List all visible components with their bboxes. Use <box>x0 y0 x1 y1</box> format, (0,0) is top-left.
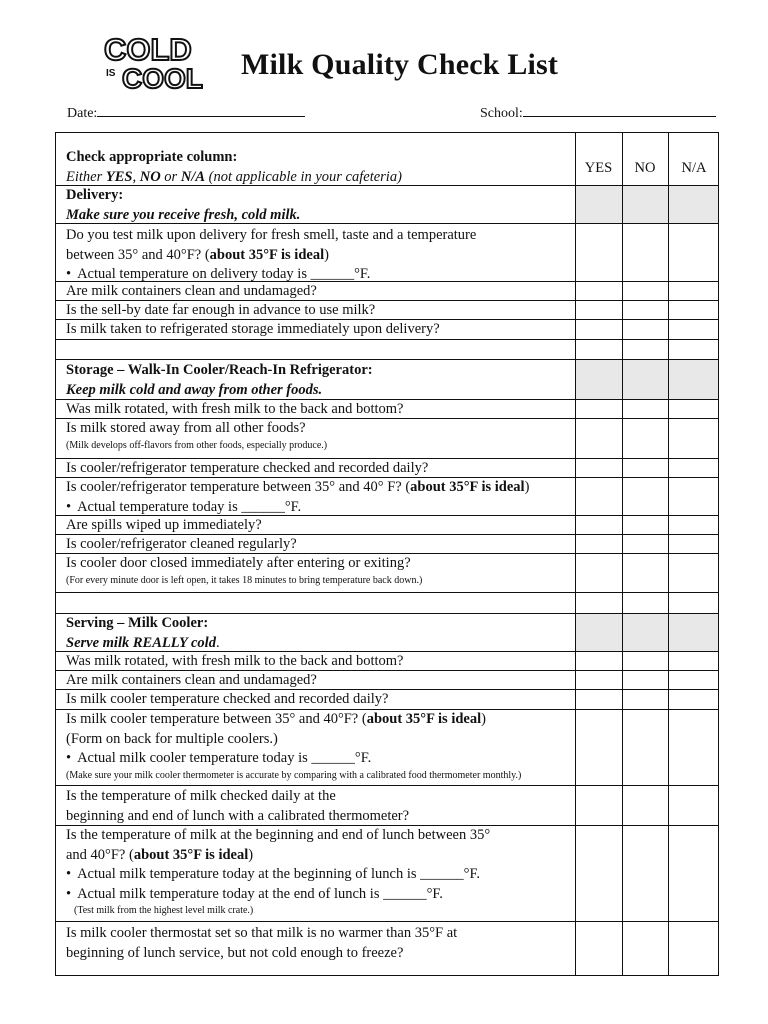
spacer-row <box>56 339 718 360</box>
question-text: Is cooler/refrigerator temperature checked and recorded daily? <box>66 460 429 476</box>
question-text-2: and 40°F? (about 35°F is ideal) <box>66 846 254 863</box>
logo-text-cool: COOL <box>122 63 203 92</box>
question-text: Is the sell-by date far enough in advance to use milk? <box>66 302 376 318</box>
logo-text-cold: COLD <box>104 32 192 67</box>
section-delivery <box>56 185 718 224</box>
question-note: (Milk develops off-flavors from other foods, especially produce.) <box>66 439 328 451</box>
instructions-heading: Check appropriate column: <box>66 149 238 165</box>
question-text: Is cooler/refrigerator cleaned regularly? <box>66 536 297 552</box>
table-row[interactable] <box>56 477 718 516</box>
date-field[interactable] <box>67 103 305 122</box>
spacer-row <box>56 592 718 614</box>
storage-heading: Storage – Walk-In Cooler/Reach-In Refrigerator: <box>66 362 373 378</box>
table-row[interactable] <box>56 534 718 554</box>
serving-subheading: Serve milk REALLY cold. <box>66 634 220 651</box>
school-label: School: <box>480 106 523 121</box>
question-note: (For every minute door is left open, it takes 18 minutes to bring temperature back down.) <box>66 574 423 586</box>
instructions-text: Either YES, NO or N/A (not applicable in your cafeteria) <box>66 168 402 185</box>
date-line[interactable] <box>97 103 305 117</box>
question-text: Are milk containers clean and undamaged? <box>66 283 317 299</box>
instructions-row <box>56 133 718 185</box>
table-row[interactable] <box>56 399 718 419</box>
question-note: (Test milk from the highest level milk crate.) <box>74 905 254 916</box>
question-text: Was milk rotated, with fresh milk to the back and bottom? <box>66 401 404 417</box>
table-row[interactable] <box>56 825 718 922</box>
question-text: Is the temperature of milk at the beginning and end of lunch between 35° <box>66 827 491 843</box>
temperature-prompt: • Actual milk cooler temperature today is ______°F. <box>66 749 588 769</box>
logo-text-is: IS <box>106 68 116 79</box>
table-row[interactable] <box>56 670 718 690</box>
question-text-2: beginning and end of lunch with a calibrated thermometer? <box>66 807 410 824</box>
question-text: Are milk containers clean and undamaged? <box>66 672 317 688</box>
column-header-na: N/A <box>681 160 707 176</box>
cold-is-cool-logo <box>100 30 212 92</box>
column-header-yes: YES <box>584 160 613 176</box>
table-row[interactable] <box>56 785 718 826</box>
table-row[interactable] <box>56 281 718 301</box>
table-row[interactable] <box>56 319 718 340</box>
question-text: Is cooler door closed immediately after entering or exiting? <box>66 555 411 571</box>
question-text: Is cooler/refrigerator temperature between 35° and 40° F? (about 35°F is ideal) <box>66 479 530 495</box>
temperature-prompt: • Actual temperature today is ______°F. <box>66 498 568 518</box>
question-text: Is milk cooler thermostat set so that milk is no warmer than 35°F at <box>66 925 458 941</box>
question-text-2: (Form on back for multiple coolers.) <box>66 730 278 747</box>
question-text-2: beginning of lunch service, but not cold enough to freeze? <box>66 944 404 961</box>
column-header-no: NO <box>634 160 656 176</box>
table-row[interactable] <box>56 709 718 786</box>
question-text: Is milk taken to refrigerated storage immediately upon delivery? <box>66 321 440 337</box>
page-title: Milk Quality Check List <box>241 48 559 81</box>
school-field[interactable] <box>480 103 716 122</box>
question-text: Is milk stored away from all other foods? <box>66 420 306 436</box>
table-row[interactable] <box>56 689 718 710</box>
question-text: Is the temperature of milk checked daily at the <box>66 788 336 804</box>
temperature-prompt: • Actual milk temperature today at the beginning of lunch is ______°F. <box>66 865 568 885</box>
checklist-table <box>55 132 719 976</box>
table-row[interactable] <box>56 921 718 978</box>
date-label: Date: <box>67 106 98 121</box>
delivery-subheading: Make sure you receive fresh, cold milk. <box>66 206 301 223</box>
table-row[interactable] <box>56 515 718 535</box>
serving-heading: Serving – Milk Cooler: <box>66 615 209 631</box>
table-row[interactable] <box>56 553 718 593</box>
delivery-heading: Delivery: <box>66 187 124 203</box>
question-text: Was milk rotated, with fresh milk to the back and bottom? <box>66 653 404 669</box>
section-storage <box>56 359 718 400</box>
table-row[interactable] <box>56 651 718 671</box>
question-text: Is milk cooler temperature between 35° and 40°F? (about 35°F is ideal) <box>66 711 486 727</box>
table-row[interactable] <box>56 458 718 478</box>
school-line[interactable] <box>523 103 716 117</box>
temperature-prompt: • Actual milk temperature today at the end of lunch is ______°F. <box>66 885 568 905</box>
table-row[interactable] <box>56 300 718 320</box>
table-row[interactable] <box>56 223 718 282</box>
question-text: Are spills wiped up immediately? <box>66 517 262 533</box>
question-text: Do you test milk upon delivery for fresh smell, taste and a temperature <box>66 227 477 243</box>
question-text: Is milk cooler temperature checked and recorded daily? <box>66 691 389 707</box>
section-serving <box>56 613 718 652</box>
question-text-2: between 35° and 40°F? (about 35°F is ideal) <box>66 246 329 263</box>
table-row[interactable] <box>56 418 718 459</box>
storage-subheading: Keep milk cold and away from other foods. <box>66 381 323 398</box>
question-note: (Make sure your milk cooler thermometer is accurate by comparing with a calibrated food thermometer monthly.) <box>66 769 522 781</box>
temperature-prompt: • Actual temperature on delivery today is ______°F. <box>66 265 568 285</box>
